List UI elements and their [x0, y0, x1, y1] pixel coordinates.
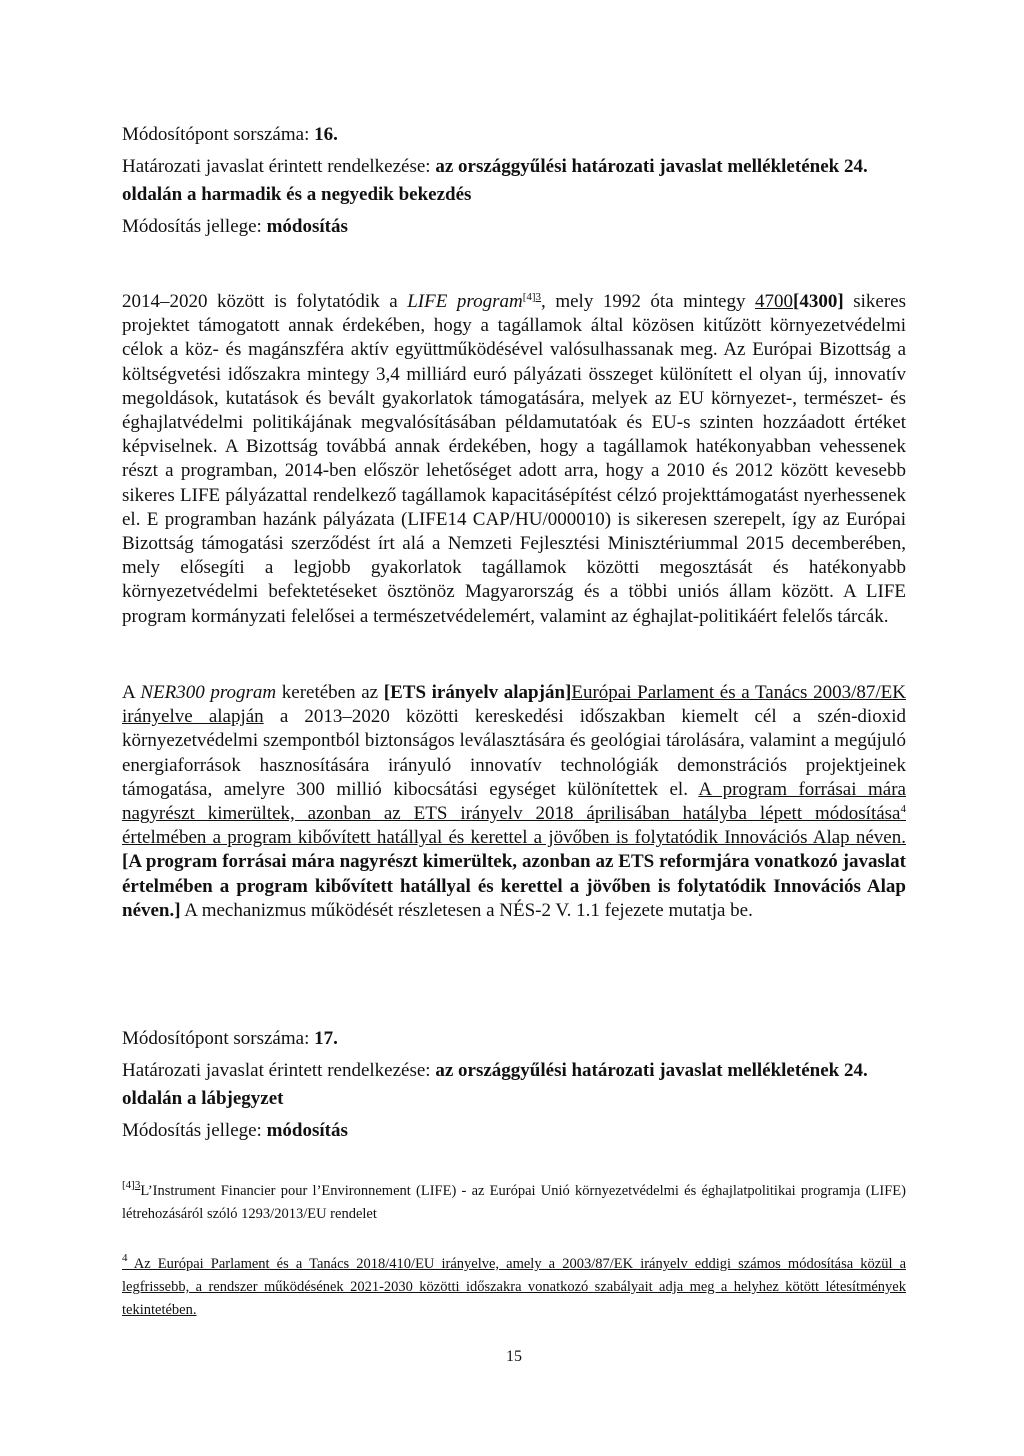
deleted-text-ets: [ETS irányelv alapján]	[383, 682, 572, 703]
amendment-point-line: Módosítópont sorszáma: 16.	[122, 124, 338, 145]
affected-provision-line: Határozati javaslat érintett rendelkezése: az országgyűlési határozati javaslat mellékletének 24. oldalán a harmadik és a negyedik bekezdés	[122, 156, 868, 205]
deleted-text-ets-reform: [A program forrásai mára nagyrészt kimerültek, azonban az ETS reformjára vonatkozó javaslat értelmében a program kibővített hatállyal és kerettel a jövőben is folytatódik Innovációs Alap néven.]	[122, 851, 906, 921]
inserted-text-innovation-fund: A program forrásai mára nagyrészt kimerültek, azonban az ETS irányelv 2018 áprilisában hatályba lépett módosítása$^4$ értelmében a program kibővített hatállyal és kerettel a jövőben is folytatódik Innovációs Alap néven.	[122, 778, 906, 849]
footnote-number-new: 3	[134, 1179, 141, 1191]
inserted-number: 4700	[755, 291, 794, 312]
amendment-type-line: Módosítás jellege: módosítás	[122, 1120, 348, 1141]
footnote-ref-old: [4]	[522, 291, 536, 303]
amendment-point-number: 17.	[314, 1028, 338, 1049]
footnote-directive-2018-410: $^4$ Az Európai Parlament és a Tanács 2018/410/EU irányelve, amely a 2003/87/EK irányelv eddigi számos módosítása közül a legfrissebb, a rendszer működésének 2021-2030 közötti időszakra vonatkozó szabályait adja meg a helyhez kötött létesítmények tekintetében.	[122, 1252, 906, 1318]
amendment-type-line: Módosítás jellege: módosítás	[122, 216, 348, 237]
paragraph-life-program: 2014–2020 között is folytatódik a LIFE program$^{[4]3}$, mely 1992 óta mintegy 4700[4300] sikeres projektet támogatott annak érdekében, hogy a tagállamok által közösen kitűzött környezetvédelmi célok a köz- és magánszféra aktív együttműködésével valósulhassanak meg. Az Európai Bizottság a költségvetési időszakra mintegy 3,4 milliárd euró pályázati összeget különített el olyan új, innovatív megoldások, kutatások és bevált gyakorlatok támogatására, melyek az EU környezet-, természet- és éghajlatvédelmi politikájának megvalósításában példamutatóak és EU-s szinten hozzáadott értéket képviselnek. A Bizottság továbbá annak érdekében, hogy a tagállamok hatékonyabban vehessenek részt a programban, 2014-ben először lehetőséget adott arra, hogy a 2010 és 2012 között kevesebb sikeres LIFE pályázattal rendelkező tagállamok kapacitásépítést célzó projekttámogatást nyerhessenek el. E programban hazánk pályázata (LIFE14 CAP/HU/000010) is sikeresen szerepelt, így az Európai Bizottság támogatási szerződést írt alá a Nemzeti Fejlesztési Minisztériummal 2015 decemberében, mely elősegíti a legjobb gyakorlatok tagállamok közötti megosztását és hatékonyabb környezetvédelmi befektetéseket ösztönöz Magyarország és a többi uniós állam között. A LIFE program kormányzati felelősei a természetvédelemért, valamint az éghajlat-politikáért felelős tárcák.	[122, 291, 906, 627]
footnote-life-regulation: $^{[4]3}$L’Instrument Financier pour l’Environnement (LIFE) - az Európai Unió környezetvédelmi és éghajlatpolitikai programja (LIFE) létrehozásáról szóló 1293/2013/EU rendelet	[122, 1179, 906, 1222]
footnote-ref-new: 3	[535, 291, 542, 303]
amendment-type-value: módosítás	[266, 1120, 348, 1141]
deleted-number: [4300]	[793, 291, 844, 312]
section-16-header	[122, 121, 906, 241]
footnote-number-old: [4]	[122, 1179, 135, 1191]
affected-provision-line: Határozati javaslat érintett rendelkezése: az országgyűlési határozati javaslat mellékletének 24. oldalán a lábjegyzet	[122, 1060, 868, 1109]
affected-provision-value: az országgyűlési határozati javaslat mellékletének 24. oldalán a harmadik és a negyedik bekezdés	[122, 156, 868, 205]
affected-provision-value: az országgyűlési határozati javaslat mellékletének 24. oldalán a lábjegyzet	[122, 1060, 868, 1109]
footnote-ref-4: 4	[900, 803, 906, 816]
page-number: 15	[506, 1348, 522, 1365]
inserted-text-directive: Európai Parlament és a Tanács 2003/87/EK irányelve alapján	[122, 682, 906, 728]
amendment-type-value: módosítás	[266, 216, 348, 237]
section-17-header	[122, 1025, 906, 1145]
amendment-point-number: 16.	[314, 124, 338, 145]
life-program-term: LIFE program	[407, 291, 523, 312]
paragraph-ner300-program: A NER300 program keretében az [ETS irányelv alapján]Európai Parlament és a Tanács 2003/87/EK irányelve alapján a 2013–2020 közötti kereskedési időszakban kiemelt cél a szén-dioxid környezetvédelmi szempontból biztonságos leválasztására és geológiai tárolására, valamint a megújuló energiaforrások hasznosítására irányuló innovatív technológiák demonstrációs projektjeinek támogatása, amelyre 300 millió kibocsátási egységet különítettek el. A program forrásai mára nagyrészt kimerültek, azonban az ETS irányelv 2018 áprilisában hatályba lépett módosítása$^4$ értelmében a program kibővített hatállyal és kerettel a jövőben is folytatódik Innovációs Alap néven. [A program forrásai mára nagyrészt kimerültek, azonban az ETS reformjára vonatkozó javaslat értelmében a program kibővített hatállyal és kerettel a jövőben is folytatódik Innovációs Alap néven.] A mechanizmus működését részletesen a NÉS-2 V. 1.1 fejezete mutatja be.	[122, 682, 906, 921]
amendment-point-line: Módosítópont sorszáma: 17.	[122, 1028, 338, 1049]
footnote-number: 4	[122, 1252, 128, 1264]
ner300-term: NER300 program	[140, 682, 277, 703]
